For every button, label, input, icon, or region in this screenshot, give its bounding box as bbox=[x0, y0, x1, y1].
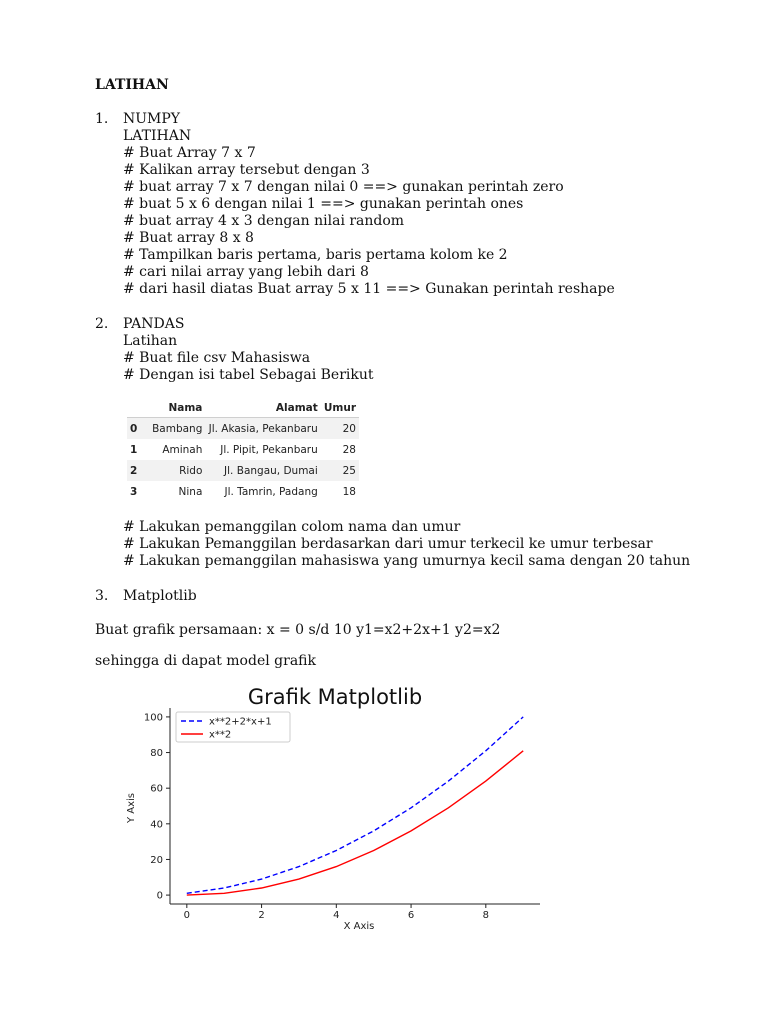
table-cell: 2 bbox=[127, 460, 149, 481]
section-1-number: 1. bbox=[95, 111, 109, 127]
section-2-after-line: # Lakukan pemanggilan colom nama dan umur bbox=[123, 519, 461, 535]
table-cell: 20 bbox=[321, 418, 359, 440]
table-cell: Jl. Bangau, Dumai bbox=[205, 460, 320, 481]
y-tick-label: 60 bbox=[150, 783, 163, 795]
table-cell: Jl. Akasia, Pekanbaru bbox=[205, 418, 320, 440]
section-2-line: Latihan bbox=[123, 333, 178, 349]
table-cell: Aminah bbox=[162, 443, 203, 456]
mahasiswa-table bbox=[127, 398, 359, 502]
x-tick-label: 8 bbox=[482, 910, 489, 921]
section-1-line: # buat array 4 x 3 dengan nilai random bbox=[123, 213, 405, 229]
y-axis-label: Y Axis bbox=[126, 792, 137, 824]
section-1-line: # buat array 7 x 7 dengan nilai 0 ==> gunakan perintah zero bbox=[123, 179, 564, 195]
paragraph: Buat grafik persamaan: x = 0 s/d 10 y1=x2+2x+1 y2=x2 bbox=[95, 622, 501, 638]
section-1-line: # dari hasil diatas Buat array 5 x 11 ==> Gunakan perintah reshape bbox=[123, 281, 615, 297]
section-3-number: 3. bbox=[95, 588, 109, 604]
paragraph: sehingga di dapat model grafik bbox=[95, 653, 316, 669]
y-tick-label: 0 bbox=[156, 890, 163, 902]
table-header-cell bbox=[127, 398, 149, 418]
section-1-line: # Buat Array 7 x 7 bbox=[123, 145, 256, 161]
section-2-after-line: # Lakukan pemanggilan mahasiswa yang umurnya kecil sama dengan 20 tahun bbox=[123, 553, 691, 569]
table-cell: 1 bbox=[130, 443, 138, 456]
x-tick-label: 0 bbox=[183, 910, 191, 921]
table-cell: 3 bbox=[130, 485, 138, 498]
section-2-after-line: # Lakukan Pemanggilan berdasarkan dari umur terkecil ke umur terbesar bbox=[123, 536, 653, 552]
section-1-line: # cari nilai array yang lebih dari 8 bbox=[123, 264, 369, 280]
table-cell: 28 bbox=[342, 443, 356, 456]
table-cell: Jl. Tamrin, Padang bbox=[224, 485, 318, 498]
section-2-line: PANDAS bbox=[123, 316, 185, 332]
table-header-cell: Umur bbox=[321, 398, 359, 418]
table-cell: 0 bbox=[127, 418, 149, 440]
series-line-1 bbox=[187, 717, 523, 893]
section-2-number: 2. bbox=[95, 316, 109, 332]
table-cell: Rido bbox=[149, 460, 205, 481]
x-tick-label: 2 bbox=[258, 910, 265, 921]
section-2-line: # Dengan isi tabel Sebagai Berikut bbox=[123, 367, 374, 383]
y-tick-label: 40 bbox=[150, 819, 163, 831]
section-1-line: # Kalikan array tersebut dengan 3 bbox=[123, 162, 370, 178]
table-cell: Jl. Pipit, Pekanbaru bbox=[220, 443, 318, 456]
legend-label: x**2 bbox=[209, 729, 232, 741]
y-tick-label: 20 bbox=[150, 854, 163, 866]
table-row bbox=[127, 460, 359, 481]
table-row bbox=[127, 481, 359, 502]
table-row bbox=[127, 418, 359, 440]
section-1-line: NUMPY bbox=[123, 111, 181, 127]
table-cell: 25 bbox=[321, 460, 359, 481]
table-header-row bbox=[127, 398, 359, 418]
table-header-cell: Alamat bbox=[205, 398, 320, 418]
section-1-line: # Tampilkan baris pertama, baris pertama kolom ke 2 bbox=[123, 247, 508, 263]
y-tick-label: 100 bbox=[143, 712, 163, 724]
table-cell: Nina bbox=[178, 485, 203, 498]
x-axis-label: X Axis bbox=[343, 921, 375, 932]
table-cell: 18 bbox=[342, 485, 356, 498]
x-tick-label: 4 bbox=[333, 910, 340, 921]
series-line-2 bbox=[187, 751, 523, 895]
table-cell: Bambang bbox=[149, 418, 205, 440]
y-tick-label: 80 bbox=[150, 748, 163, 760]
section-3-line: Matplotlib bbox=[123, 588, 197, 604]
x-tick-label: 6 bbox=[407, 910, 415, 921]
section-1-line: LATIHAN bbox=[123, 128, 192, 144]
section-1-line: # buat 5 x 6 dengan nilai 1 ==> gunakan perintah ones bbox=[123, 196, 524, 212]
table-header-cell: Nama bbox=[149, 398, 205, 418]
table-row bbox=[127, 439, 359, 460]
legend-label: x**2+2*x+1 bbox=[209, 716, 272, 728]
section-1-line: # Buat array 8 x 8 bbox=[123, 230, 254, 246]
chart-svg bbox=[120, 678, 540, 934]
section-2-line: # Buat file csv Mahasiswa bbox=[123, 350, 311, 366]
line-chart bbox=[120, 678, 540, 934]
chart-title: Grafik Matplotlib bbox=[247, 685, 423, 709]
document-heading: LATIHAN bbox=[95, 77, 169, 93]
